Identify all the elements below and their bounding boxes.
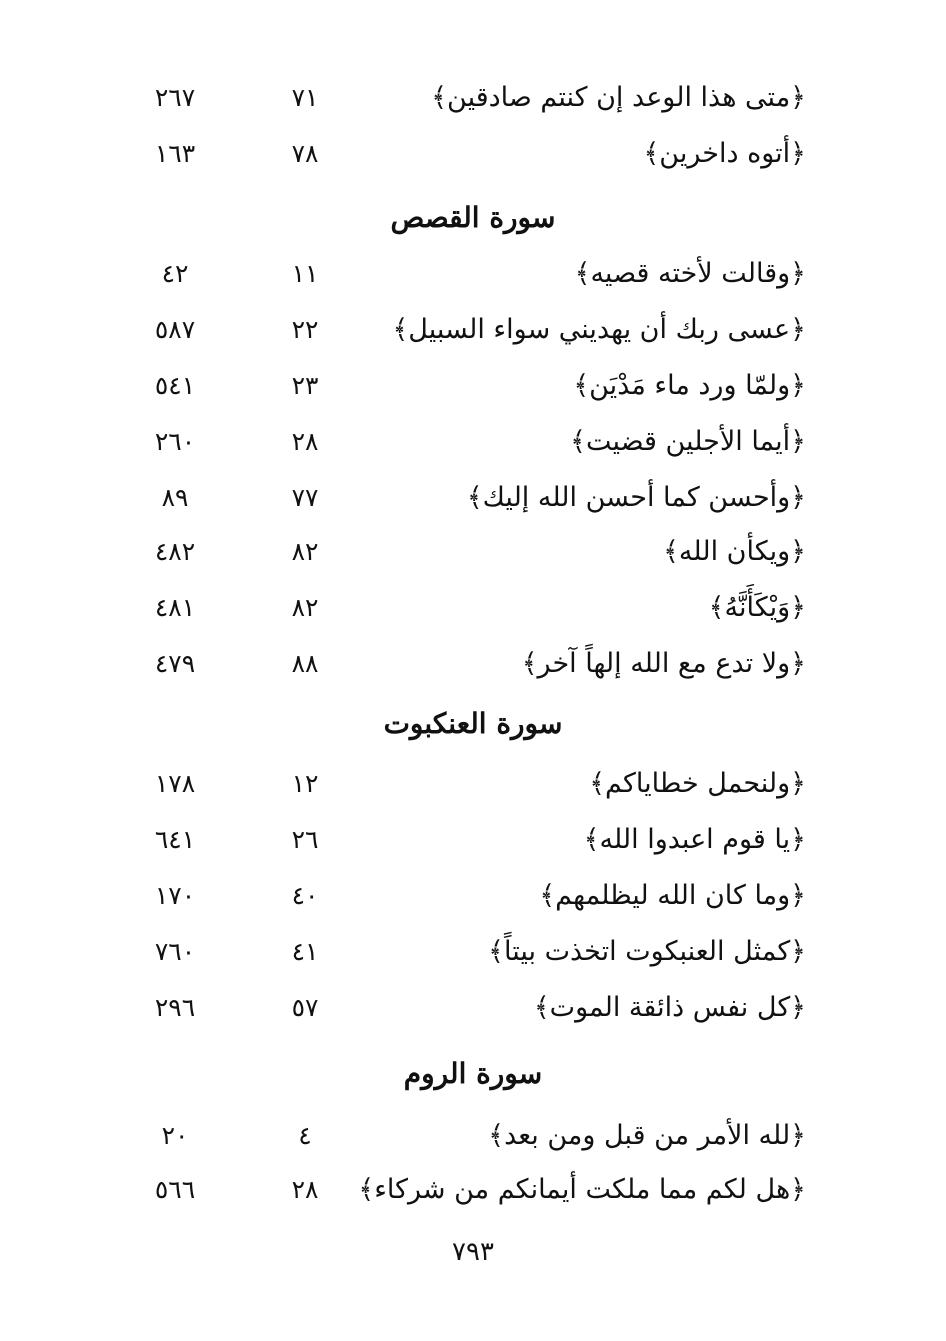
ayah-number: ٨٨ bbox=[291, 649, 319, 678]
index-entry bbox=[0, 126, 946, 182]
index-entry bbox=[0, 1162, 946, 1218]
page-reference: ٢٦٠ bbox=[154, 427, 196, 456]
verse-text: ﴿وَيْكَأَنَّهُ﴾ bbox=[708, 592, 806, 623]
page-reference: ٢٦٧ bbox=[154, 83, 196, 112]
page-reference: ٨٩ bbox=[161, 483, 189, 512]
ayah-number: ١٢ bbox=[291, 769, 319, 798]
ayah-number: ٢٦ bbox=[291, 825, 319, 854]
ayah-number: ٢٣ bbox=[291, 371, 319, 400]
page-reference: ٥٤١ bbox=[154, 371, 196, 400]
surah-heading: سورة العنكبوت bbox=[383, 707, 563, 740]
verse-text: ﴿ولمّا ورد ماء مَدْيَن﴾ bbox=[573, 370, 806, 401]
page-reference: ٤٧٩ bbox=[154, 649, 196, 678]
verse-text: ﴿وقالت لأخته قصيه﴾ bbox=[574, 258, 806, 289]
ayah-number: ٤١ bbox=[291, 937, 319, 966]
index-entry bbox=[0, 924, 946, 980]
verse-text: ﴿يا قوم اعبدوا الله﴾ bbox=[583, 824, 806, 855]
index-entry bbox=[0, 1108, 946, 1164]
ayah-number: ٨٢ bbox=[291, 537, 319, 566]
ayah-number: ٧١ bbox=[291, 83, 319, 112]
page-reference: ٧٦٠ bbox=[154, 937, 196, 966]
index-entry bbox=[0, 470, 946, 526]
verse-text: ﴿ويكأن الله﴾ bbox=[663, 536, 806, 567]
ayah-number: ٥٧ bbox=[291, 993, 319, 1022]
page-reference: ٤٨١ bbox=[154, 593, 196, 622]
verse-text: ﴿عسى ربك أن يهديني سواء السبيل﴾ bbox=[392, 314, 806, 345]
ayah-number: ٢٨ bbox=[291, 427, 319, 456]
ayah-number: ١١ bbox=[291, 259, 319, 288]
surah-heading: سورة الروم bbox=[403, 1057, 543, 1090]
verse-text: ﴿متى هذا الوعد إن كنتم صادقين﴾ bbox=[431, 82, 806, 113]
index-entry bbox=[0, 358, 946, 414]
index-entry bbox=[0, 246, 946, 302]
index-entry bbox=[0, 812, 946, 868]
verse-text: ﴿أتوه داخرين﴾ bbox=[643, 138, 806, 169]
verse-text: ﴿هل لكم مما ملكت أيمانكم من شركاء﴾ bbox=[358, 1174, 806, 1205]
index-entry bbox=[0, 70, 946, 126]
verse-text: ﴿أيما الأجلين قضيت﴾ bbox=[570, 426, 806, 457]
page-reference: ٤٨٢ bbox=[154, 537, 196, 566]
verse-text: ﴿كمثل العنبكوت اتخذت بيتاً﴾ bbox=[488, 936, 806, 967]
page-reference: ٢٩٦ bbox=[154, 993, 196, 1022]
page-reference: ٦٤١ bbox=[154, 825, 196, 854]
verse-text: ﴿وما كان الله ليظلمهم﴾ bbox=[539, 880, 806, 911]
ayah-number: ٢٢ bbox=[291, 315, 319, 344]
index-entry bbox=[0, 302, 946, 358]
page-number: ٧٩٣ bbox=[452, 1237, 494, 1267]
ayah-number: ٤٠ bbox=[291, 881, 319, 910]
page-reference: ٥٨٧ bbox=[154, 315, 196, 344]
page-reference: ٤٢ bbox=[161, 259, 189, 288]
verse-text: ﴿لله الأمر من قبل ومن بعد﴾ bbox=[488, 1120, 806, 1151]
index-entry bbox=[0, 636, 946, 692]
page-reference: ١٧٨ bbox=[154, 769, 196, 798]
index-entry bbox=[0, 980, 946, 1036]
page-reference: ٥٦٦ bbox=[154, 1175, 196, 1204]
page-reference: ١٦٣ bbox=[154, 139, 196, 168]
ayah-number: ٧٨ bbox=[291, 139, 319, 168]
index-entry bbox=[0, 524, 946, 580]
verse-text: ﴿كل نفس ذائقة الموت﴾ bbox=[533, 992, 806, 1023]
surah-heading: سورة القصص bbox=[390, 201, 556, 234]
verse-text: ﴿وأحسن كما أحسن الله إليك﴾ bbox=[466, 482, 806, 513]
ayah-number: ٢٨ bbox=[291, 1175, 319, 1204]
index-entry bbox=[0, 414, 946, 470]
index-entry bbox=[0, 756, 946, 812]
ayah-number: ٨٢ bbox=[291, 593, 319, 622]
verse-text: ﴿ولا تدع مع الله إلهاً آخر﴾ bbox=[521, 648, 806, 679]
page-reference: ١٧٠ bbox=[154, 881, 196, 910]
index-entry bbox=[0, 580, 946, 636]
page-reference: ٢٠ bbox=[161, 1121, 189, 1150]
ayah-number: ٧٧ bbox=[291, 483, 319, 512]
verse-text: ﴿ولنحمل خطاياكم﴾ bbox=[589, 768, 806, 799]
ayah-number: ٤ bbox=[298, 1121, 312, 1150]
index-entry bbox=[0, 868, 946, 924]
